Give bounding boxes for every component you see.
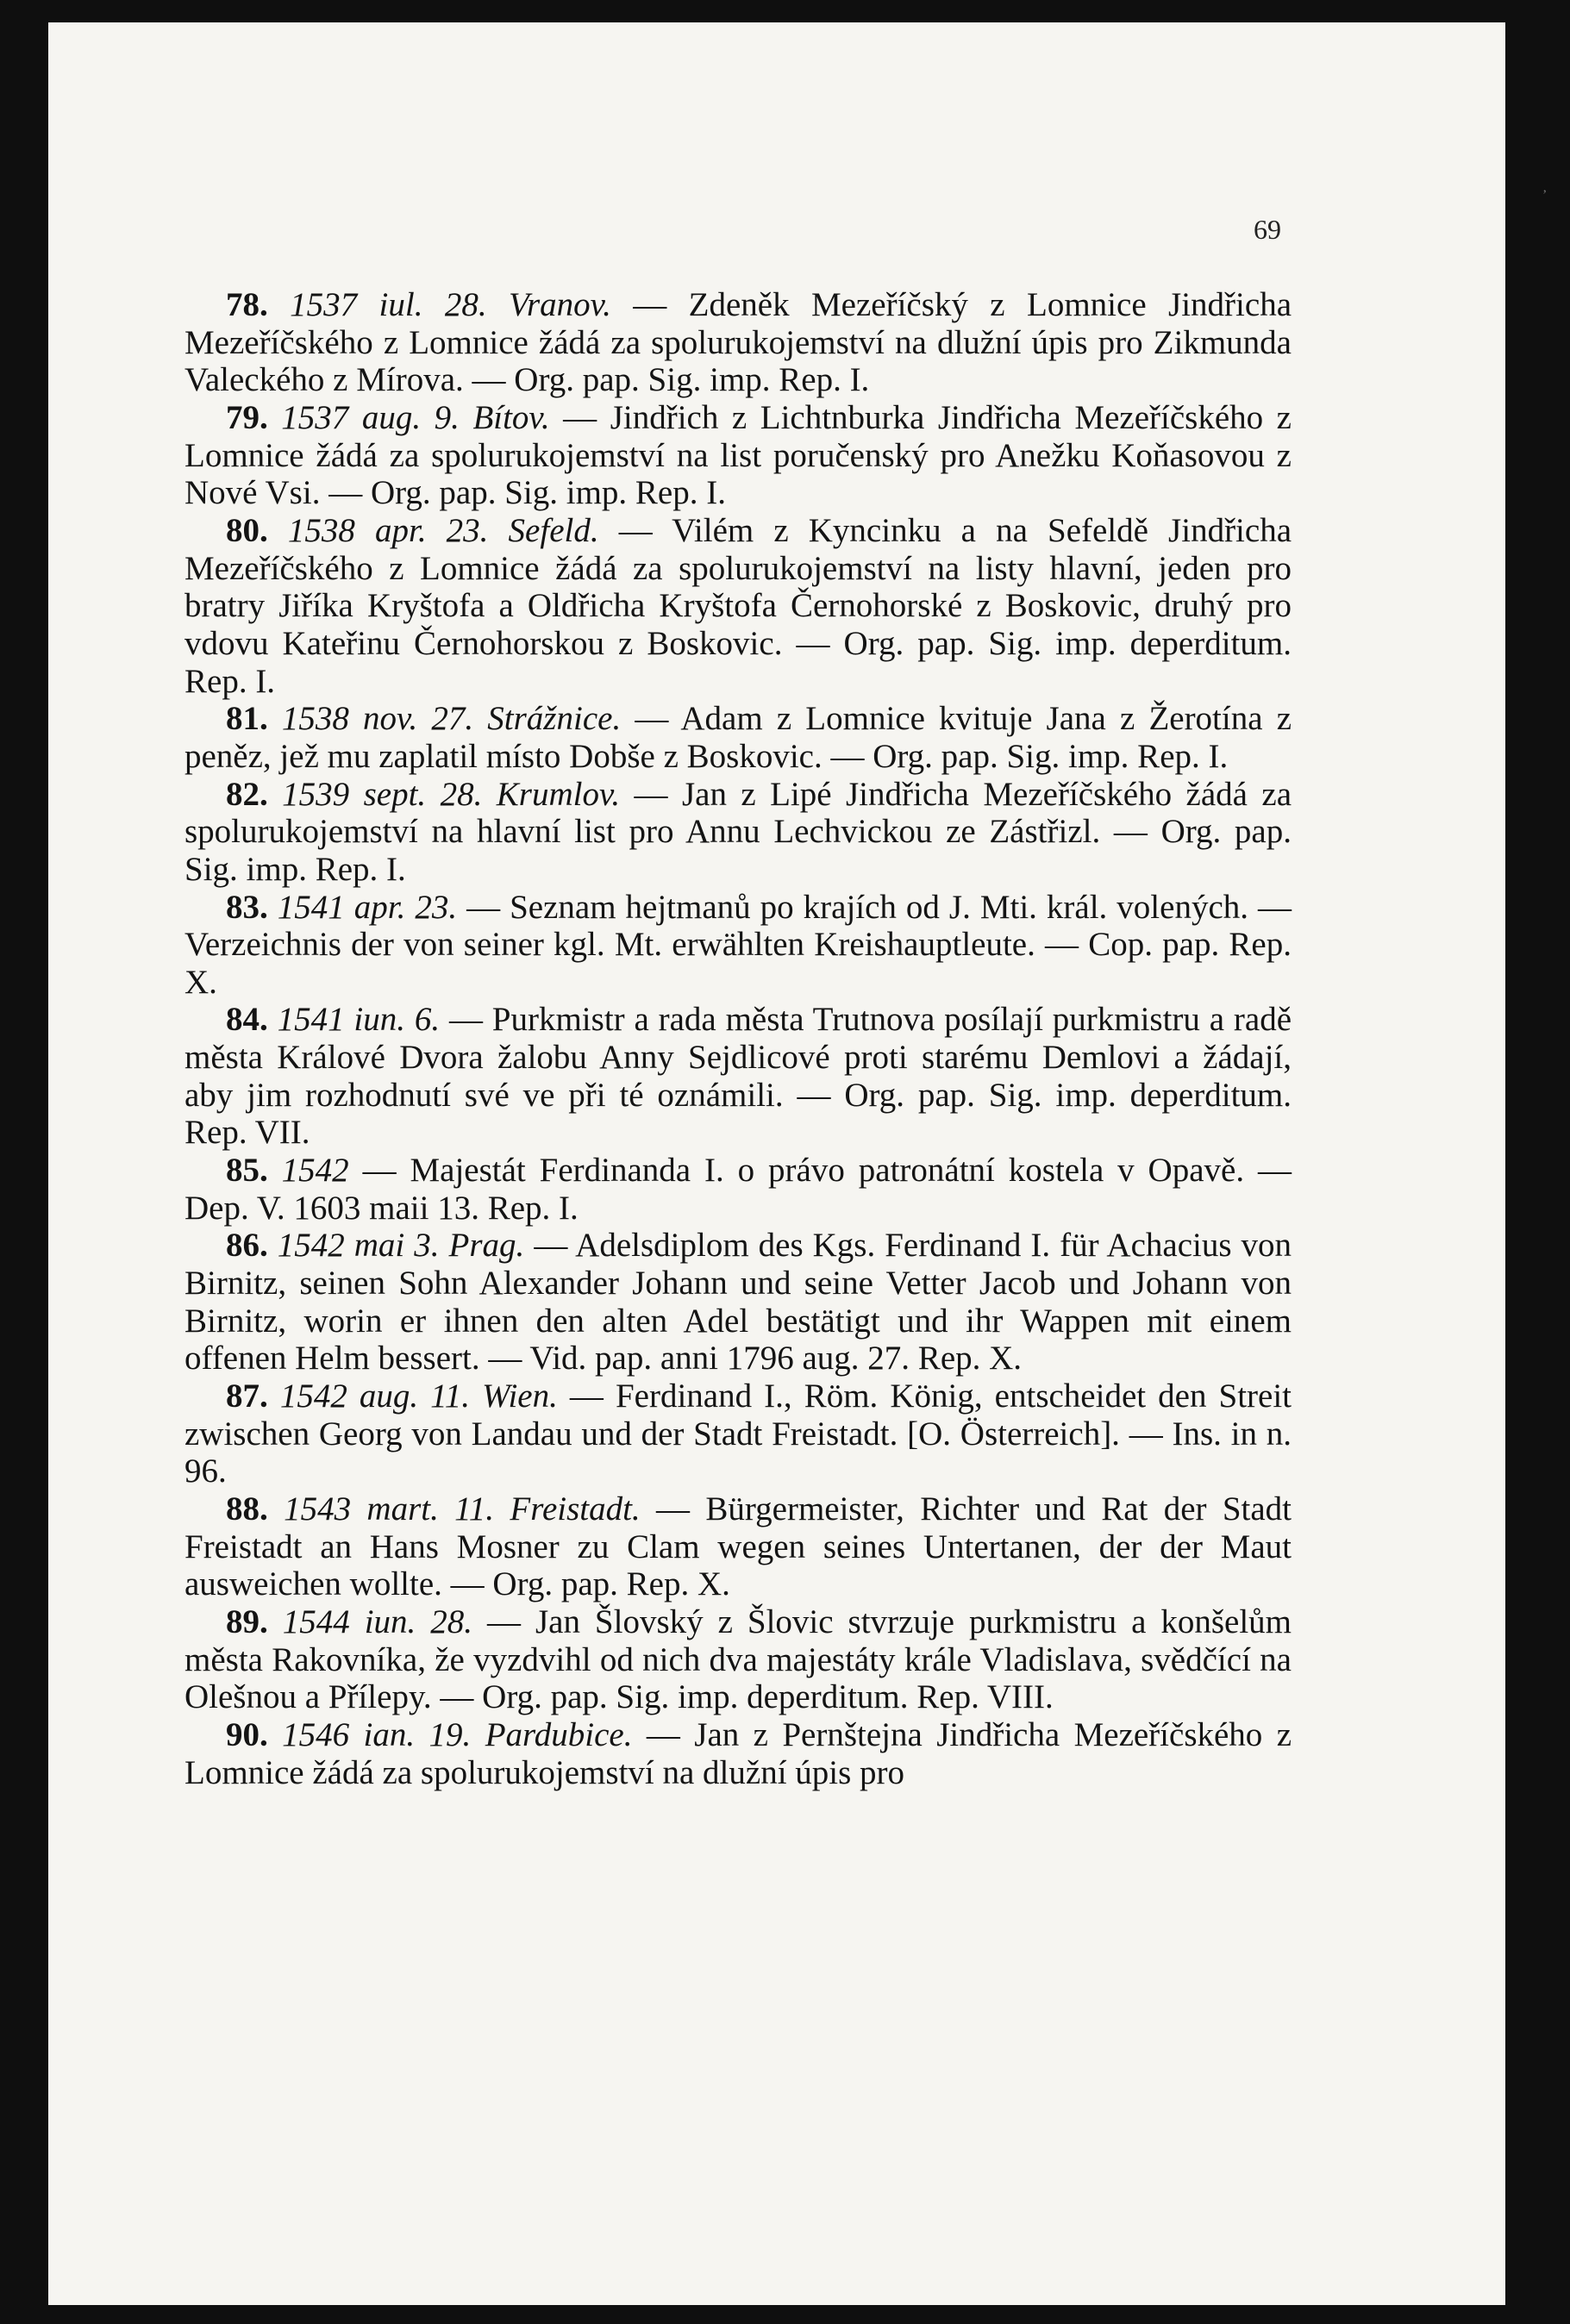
entries-body [185,286,1292,1791]
entry-date: 1542 mai 3. [277,1227,440,1265]
entry-place: Krumlov. [496,775,621,813]
entry-date: 1541 apr. 23. [277,888,458,926]
entry-text: — Adam z Lomnice kvituje Jana z Žerotína z peněz, jež mu zaplatil místo Dobše z Boskovic. — Org. pap. Sig. imp. Rep. I. [185,700,1292,775]
entry-text: — Bürgermeister, Richter und Rat der Stadt Freistadt an Hans Mosner zu Clam wegen seines Untertanen, der der Maut ausweichen wollte. — Org. pap. Rep. X. [185,1490,1292,1603]
entry-text: — Seznam hejtmanů po krajích od J. Mti. král. volených. — Verzeichnis der von seiner kgl. Mt. erwählten Kreishauptleute. — Cop. pap. Rep. X. [185,888,1292,1001]
entry-text: — Jan z Lipé Jindřicha Mezeříčského žádá za spolurukojemství na hlavní list pro Annu Lechvickou ze Zástřizl. — Org. pap. Sig. imp. Rep. I. [185,775,1292,888]
entry-text: — Zdeněk Mezeříčský z Lomnice Jindřicha Mezeříčského z Lomnice žádá za spolurukojemství na dlužní úpis pro Zikmunda Valeckého z Mírova. — Org. pap. Sig. imp. Rep. I. [185,286,1292,399]
entry-number: 86. [226,1227,268,1265]
entry-83 [185,889,1292,1002]
entry-date: 1537 aug. 9. [281,398,460,436]
entry-number: 83. [226,888,268,926]
entry-date: 1538 nov. 27. [281,700,474,738]
entry-date: 1539 sept. 28. [282,775,483,813]
entry-number: 81. [226,700,268,738]
entry-date: 1542 [281,1152,349,1190]
entry-place: Freistadt. [510,1490,641,1527]
entry-80 [185,512,1292,700]
entry-89 [185,1603,1292,1716]
entry-text: — Jan Šlovský z Šlovic stvrzuje purkmistru a konšelům města Rakovníka, že vyzdvihl od nich dva majestáty krále Vladislava, svědčící na Olešnou a Přílepy. — Org. pap. Sig. imp. deperditum. Rep. VIII. [185,1602,1292,1716]
entry-87 [185,1378,1292,1490]
entry-number: 78. [226,286,268,323]
entry-number: 90. [226,1715,268,1753]
entry-date: 1542 aug. 11. [279,1378,471,1415]
entry-place: Prag. [448,1227,525,1265]
entry-date: 1537 iul. 28. [290,286,487,323]
entry-86 [185,1227,1292,1378]
entry-text: — Jan z Pernštejna Jindřicha Mezeříčského z Lomnice žádá za spolurukojemství na dlužní úpis pro [185,1715,1292,1791]
entry-85 [185,1152,1292,1227]
entry-number: 85. [226,1152,268,1190]
entry-text: — Jindřich z Lichtnburka Jindřicha Mezeříčského z Lomnice žádá za spolurukojemství na list poručenský pro Anežku Koňasovou z Nové Vsi. — Org. pap. Sig. imp. Rep. I. [185,398,1292,512]
page-number: 69 [1254,214,1281,245]
entry-place: Bítov. [472,398,550,436]
entry-78 [185,286,1292,399]
entry-82 [185,776,1292,889]
document-page [48,22,1548,2305]
corner-mark: ’ [1542,188,1548,203]
entry-date: 1538 apr. 23. [287,511,489,549]
entry-number: 87. [226,1378,268,1415]
entry-text: — Purkmistr a rada města Trutnova posílají purkmistru a radě města Králové Dvora žalobu Anny Sejdlicové proti starému Demlovi a žádají, aby jim rozhodnutí své ve při té oznámili. — Org. pap. Sig. imp. deperditum. Rep. VII. [185,1001,1292,1152]
entry-number: 79. [226,398,268,436]
entry-text: — Ferdinand I., Röm. König, entscheidet den Streit zwischen Georg von Landau und der Stadt Freistadt. [O. Österreich]. — Ins. in n. 96. [185,1378,1292,1490]
entry-date: 1543 mart. 11. [284,1490,495,1527]
entry-place: Pardubice. [485,1715,633,1753]
entry-90 [185,1716,1292,1791]
entry-date: 1544 iun. 28. [282,1602,473,1640]
entry-date: 1541 iun. 6. [277,1001,441,1039]
entry-number: 80. [226,511,268,549]
entry-number: 82. [226,775,268,813]
entry-number: 84. [226,1001,268,1039]
entry-place: Wien. [482,1378,558,1415]
entry-date: 1546 ian. 19. [282,1715,472,1753]
entry-84 [185,1001,1292,1152]
entry-place: Vranov. [509,286,611,323]
entry-88 [185,1490,1292,1603]
entry-text: — Vilém z Kyncinku a na Sefeldě Jindřicha Mezeříčského z Lomnice žádá za spolurukojemství na listy hlavní, jeden pro bratry Jiříka Kryštofa a Oldřicha Kryštofa Černohorské z Boskovic, druhý pro vdovu Kateřinu Černohorskou z Boskovic. — Org. pap. Sig. imp. deperditum. Rep. I. [185,511,1292,700]
entry-79 [185,399,1292,512]
entry-number: 88. [226,1490,268,1527]
entry-text: — Majestát Ferdinanda I. o právo patronátní kostela v Opavě. — Dep. V. 1603 maii 13. Rep. I. [185,1152,1292,1227]
entry-81 [185,700,1292,775]
entry-place: Sefeld. [508,511,599,549]
entry-number: 89. [226,1602,268,1640]
entry-place: Strážnice. [487,700,622,738]
entry-text: — Adelsdiplom des Kgs. Ferdinand I. für Achacius von Birnitz, seinen Sohn Alexander Johann und seine Vetter Jacob und Johann von Birnitz, worin er ihnen den alten Adel bestätigt und ihr Wappen mit einem offenen Helm bessert. — Vid. pap. anni 1796 aug. 27. Rep. X. [185,1227,1292,1378]
